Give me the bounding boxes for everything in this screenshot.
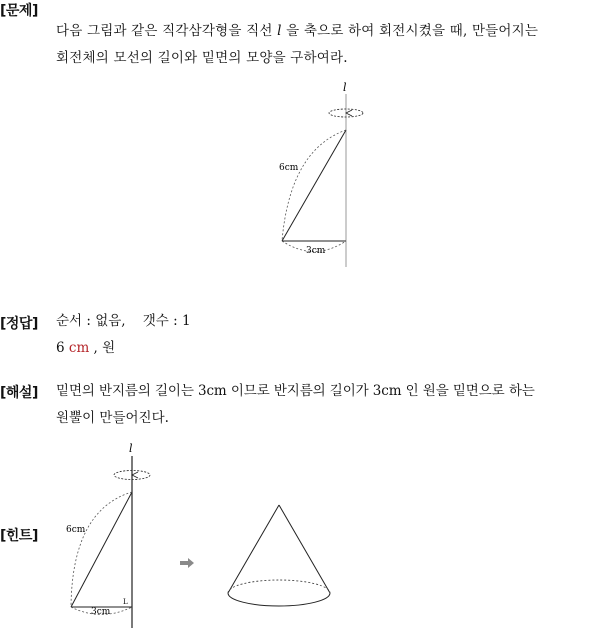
answer-tag: [정답] [0,316,38,332]
problem-figure [270,80,390,270]
problem-base-label: 3cm [306,246,326,256]
problem-line-1 [56,18,538,44]
answer-value [56,335,115,361]
hint-base-label: 3cm [91,607,111,617]
problem-line-1-before: 다음 그림과 같은 직각삼각형을 직선 [56,23,278,39]
triangle-hypotenuse [282,130,346,241]
explanation-line-1: 밑면의 반지름의 길이는 3cm 이므로 반지름의 길이가 3cm 인 원을 밑면으로 하는 [56,383,535,399]
axis-variable: l [277,23,282,39]
hint-axis-label: l [129,442,133,455]
hint-rotation-arrow-head [132,472,138,478]
answer-number: 6 [56,340,65,356]
hint-tag: [힌트] [0,528,38,544]
explanation-line-2: 원뿔이 만들어진다. [56,410,169,426]
hint-slant-label: 6cm [66,525,86,535]
hint-figure-cone [220,500,340,610]
answer-rest: , 원 [89,340,116,356]
answer-meta: 순서 : 없음, 갯수 : 1 [56,313,191,329]
rotation-arrow-head [346,110,352,116]
problem-slant-label: 6cm [279,163,299,173]
answer-unit: cm [68,340,90,356]
problem-line-1-after: 을 축으로 하여 회전시켰을 때, 만들어지는 [281,23,539,39]
problem-tag: [문제] [0,3,38,19]
problem-line-2: 회전체의 모선의 길이와 밑면의 모양을 구하여라. [56,50,348,66]
explanation-tag: [해설] [0,385,38,401]
cone-right-side [279,505,330,593]
problem-axis-label: l [343,81,347,94]
hint-corner-label: L [123,598,128,606]
cone-base-front [228,593,330,606]
hint-triangle-hypotenuse [71,492,132,607]
right-arrow-icon [180,558,196,568]
hint-figure-triangle [58,442,178,632]
cone-base-back [228,580,330,593]
cone-left-side [228,505,279,593]
